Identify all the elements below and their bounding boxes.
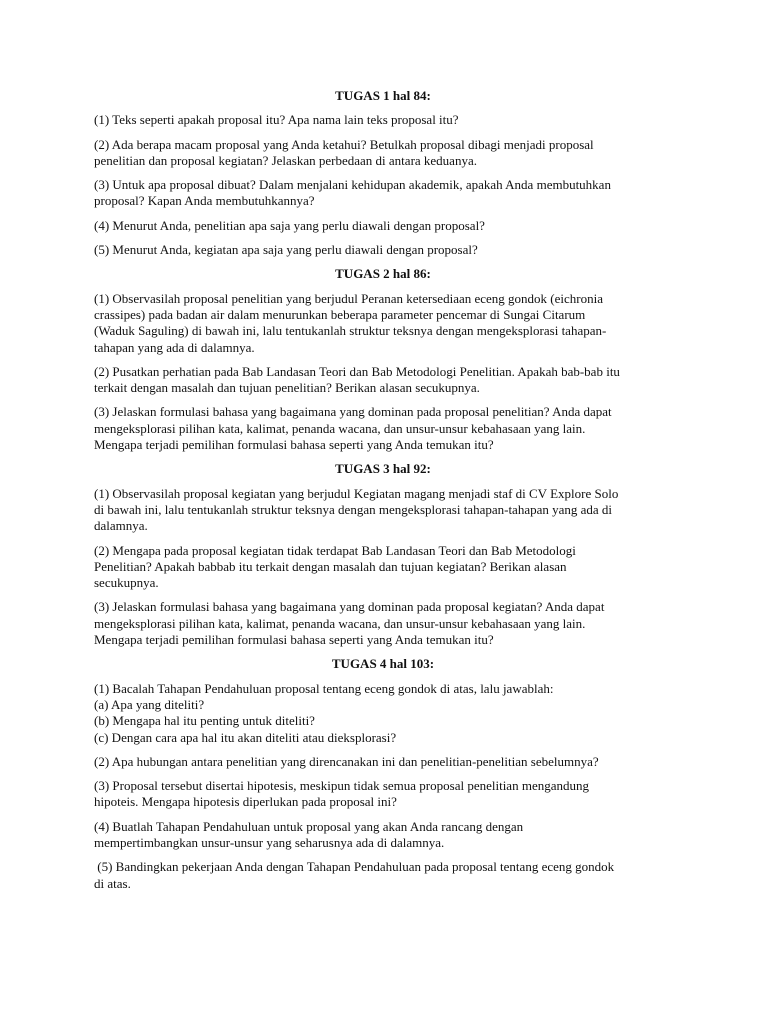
section-tugas-2 [94, 266, 672, 453]
question-paragraph [94, 486, 672, 535]
text-line: (3) Untuk apa proposal dibuat? Dalam menjalani kehidupan akademik, apakah Anda membutuhkan [94, 177, 611, 193]
text-line: mengeksplorasi pilihan kata, kalimat, penanda wacana, dan unsur-unsur kebahasaan yang lain. [94, 420, 586, 436]
text-line: (3) Jelaskan formulasi bahasa yang bagaimana yang dominan pada proposal kegiatan? Anda dapat [94, 599, 605, 615]
question-paragraph [94, 543, 672, 592]
text-line: (2) Apa hubungan antara penelitian yang direncanakan ini dan penelitian-penelitian sebelumnya? [94, 753, 599, 769]
question-paragraph [94, 364, 672, 397]
text-line: (2) Mengapa pada proposal kegiatan tidak terdapat Bab Landasan Teori dan Bab Metodologi [94, 542, 576, 558]
question-paragraph [94, 177, 672, 210]
text-line: tahapan yang ada di dalamnya. [94, 339, 255, 355]
text-line: (1) Teks seperti apakah proposal itu? Apa nama lain teks proposal itu? [94, 112, 459, 128]
text-line: (1) Observasilah proposal kegiatan yang berjudul Kegiatan magang menjadi staf di CV Explore Solo [94, 485, 619, 501]
section-title: TUGAS 3 hal 92: [335, 461, 431, 477]
text-line: terkait dengan masalah dan tujuan penelitian? Berikan alasan secukupnya. [94, 380, 480, 396]
question-paragraph [94, 242, 672, 258]
section-tugas-3 [94, 461, 672, 648]
text-line: (5) Bandingkan pekerjaan Anda dengan Tahapan Pendahuluan pada proposal tentang eceng gondok [94, 859, 615, 875]
document-page [94, 88, 672, 900]
text-line: (1) Bacalah Tahapan Pendahuluan proposal tentang eceng gondok di atas, lalu jawablah: [94, 680, 554, 696]
question-paragraph [94, 754, 672, 770]
text-line: mempertimbangkan unsur-unsur yang seharusnya ada di dalamnya. [94, 834, 445, 850]
question-paragraph [94, 218, 672, 234]
text-line: proposal? Kapan Anda membutuhkannya? [94, 193, 315, 209]
question-paragraph [94, 137, 672, 170]
text-line: crassipes) pada badan air dalam menurunkan beberapa parameter pencemar di Sungai Citarum [94, 306, 586, 322]
text-line: (a) Apa yang diteliti? [94, 696, 205, 712]
question-paragraph [94, 819, 672, 852]
section-tugas-1 [94, 88, 672, 258]
text-line: penelitian dan proposal kegiatan? Jelaskan perbedaan di antara keduanya. [94, 152, 477, 168]
text-line: mengeksplorasi pilihan kata, kalimat, penanda wacana, dan unsur-unsur kebahasaan yang lain. [94, 615, 586, 631]
text-line: (b) Mengapa hal itu penting untuk diteliti? [94, 713, 315, 729]
text-line: (1) Observasilah proposal penelitian yang berjudul Peranan ketersediaan eceng gondok (eichronia [94, 290, 603, 306]
question-paragraph [94, 404, 672, 453]
text-line: Mengapa terjadi pemilihan formulasi bahasa seperti yang Anda temukan itu? [94, 437, 494, 453]
question-paragraph [94, 859, 672, 892]
text-line: (c) Dengan cara apa hal itu akan diteliti atau dieksplorasi? [94, 729, 397, 745]
text-line: (3) Jelaskan formulasi bahasa yang bagaimana yang dominan pada proposal penelitian? Anda dapat [94, 404, 612, 420]
text-line: (2) Ada berapa macam proposal yang Anda ketahui? Betulkah proposal dibagi menjadi proposal [94, 136, 594, 152]
question-paragraph [94, 599, 672, 648]
text-line: secukupnya. [94, 575, 159, 591]
text-line: (4) Menurut Anda, penelitian apa saja yang perlu diawali dengan proposal? [94, 217, 485, 233]
text-line: (2) Pusatkan perhatian pada Bab Landasan Teori dan Bab Metodologi Penelitian. Apakah bab-bab itu [94, 363, 620, 379]
text-line: Penelitian? Apakah babbab itu terkait dengan masalah dan tujuan kegiatan? Berikan alasan [94, 558, 567, 574]
text-line: (4) Buatlah Tahapan Pendahuluan untuk proposal yang akan Anda rancang dengan [94, 818, 524, 834]
text-line: hipoteis. Mengapa hipotesis diperlukan pada proposal ini? [94, 794, 397, 810]
question-paragraph [94, 112, 672, 128]
question-paragraph [94, 681, 672, 746]
text-line: Mengapa terjadi pemilihan formulasi bahasa seperti yang Anda temukan itu? [94, 632, 494, 648]
text-line: (3) Proposal tersebut disertai hipotesis, meskipun tidak semua proposal penelitian mengandung [94, 778, 589, 794]
text-line: (Waduk Saguling) di bawah ini, lalu tentukanlah struktur teksnya dengan mengeksplorasi tahapan- [94, 323, 607, 339]
text-line: (5) Menurut Anda, kegiatan apa saja yang perlu diawali dengan proposal? [94, 242, 478, 258]
section-tugas-4 [94, 656, 672, 892]
text-line: di bawah ini, lalu tentukanlah struktur teksnya dengan mengeksplorasi tahapan-tahapan yang ada di [94, 501, 613, 517]
section-title: TUGAS 2 hal 86: [335, 266, 431, 282]
question-paragraph [94, 778, 672, 811]
question-paragraph [94, 291, 672, 356]
section-title: TUGAS 1 hal 84: [335, 88, 431, 103]
text-line: dalamnya. [94, 518, 148, 534]
text-line: di atas. [94, 875, 131, 891]
section-title: TUGAS 4 hal 103: [331, 656, 435, 672]
